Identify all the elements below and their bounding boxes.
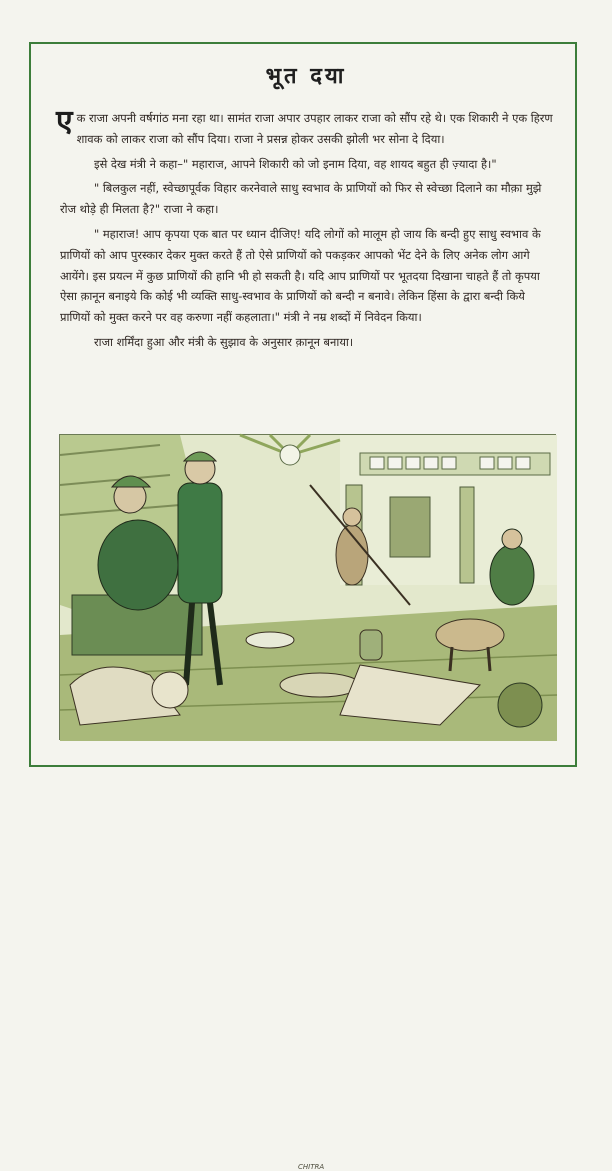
- doorway: [390, 497, 430, 557]
- gift-plate: [246, 632, 294, 648]
- paragraph-4: " महाराज! आप कृपया एक बात पर ध्यान दीजिए! यदि लोगों को मालूम हो जाय कि बन्दी हुए साधु स्वभाव के प्राणियों को आप पुरस्कार देकर मुक्त करते हैं तो ऐसे प्राणियों को पकड़कर आपको भेंट देने के लिए अनेक लोग आगे आयेंगे। इस प्रयत्न में कुछ प्राणियों की हानि भी हो सकती है। यदि आप प्राणियों पर भूतदया दिखाना चाहते हैं तो कृपया ऐसा क़ानून बनाइये कि कोई भी व्यक्ति साधु-स्वभाव के प्राणियों को बन्दी न बनावे। लेकिन हिंसा के द्वारा बन्दी किये प्राणियों को मुक्त करने पर वह करुणा नहीं कहलाता।" मंत्री ने नम्र शब्दों में निवेदन किया।: [60, 226, 541, 325]
- paragraph-5: राजा शर्मिंदा हुआ और मंत्री के सुझाव के अनुसार क़ानून बनाया।: [94, 334, 354, 349]
- paragraph-3: " बिलकुल नहीं, स्वेच्छापूर्वक विहार करनेवाले साधु स्वभाव के प्राणियों को फिर से स्वेच्छा दिलाने का मौक़ा मुझे रोज थोड़े ही मिलता है?" राजा ने कहा।: [60, 181, 542, 217]
- story-title: भूत दया: [265, 64, 347, 89]
- king-figure: [98, 520, 178, 610]
- paragraph-1: [56, 104, 556, 150]
- story-body: [56, 104, 556, 357]
- paragraph-2: इसे देख मंत्री ने कहा–" महाराज, आपने शिकारी को जो इनाम दिया, वह शायद बहुत ही ज़्यादा है।": [94, 156, 497, 171]
- paragraph-1-text: क राजा अपनी वर्षगांठ मना रहा था। सामंत राजा अपार उपहार लाकर राजा को सौंप रहे थे। एक शिकारी ने एक हिरण शावक को लाकर राजा को सौंप दिया। राजा ने प्रसन्न होकर उसकी झोली भर सोना दे दिया।: [76, 111, 553, 146]
- deer-fawn: [436, 619, 504, 651]
- gift-jar: [360, 630, 382, 660]
- court-scene-drawing: [60, 435, 557, 741]
- courtier-figure: [490, 545, 534, 605]
- gift-vase: [498, 683, 542, 727]
- gift-bowl: [280, 673, 360, 697]
- drop-cap: ए: [56, 104, 73, 139]
- minister-figure: [178, 483, 222, 603]
- artist-signature: CHITRA: [298, 1163, 325, 1171]
- court-illustration: [59, 434, 556, 1171]
- frieze-windows: [370, 457, 530, 469]
- pillar-right: [460, 487, 474, 583]
